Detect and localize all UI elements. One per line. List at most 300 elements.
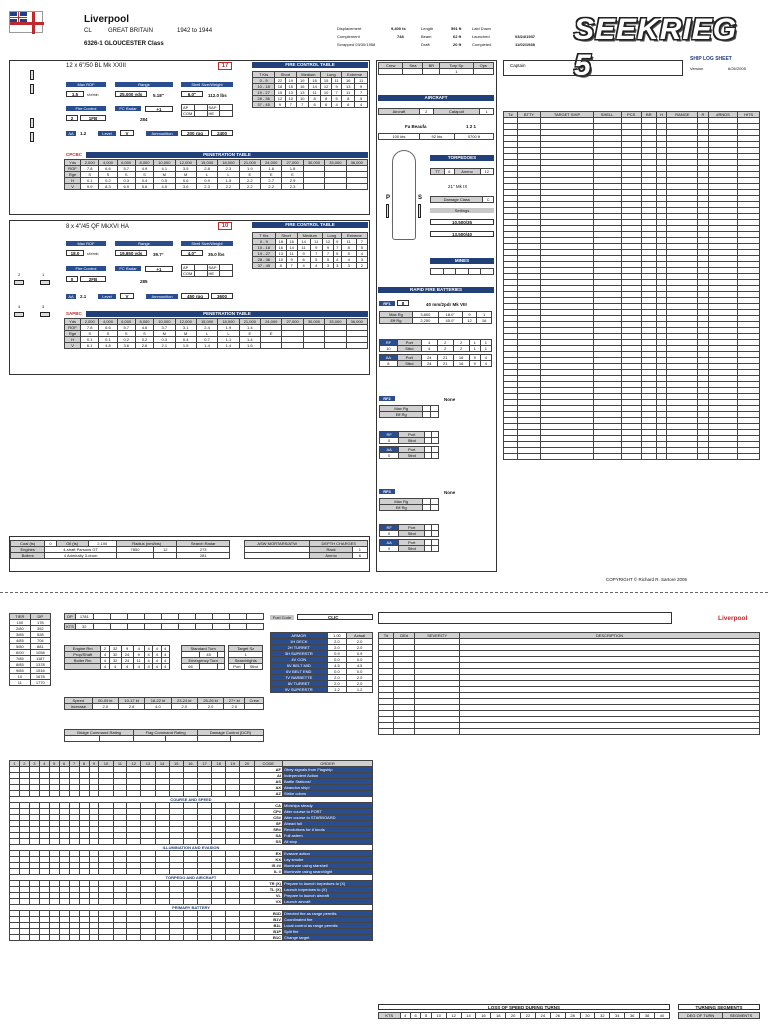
fct-cell: 13 [275, 251, 286, 257]
rf-port-cell: 1 [469, 340, 480, 346]
armor-loc: 4V CON [271, 657, 328, 663]
speed-table [64, 697, 264, 710]
fire-control-table [252, 232, 368, 269]
beam-label: Beam [421, 34, 432, 39]
order-cell [79, 935, 89, 941]
shell-weight: 35.0 lbs [208, 252, 225, 257]
fct-cell: 8 [321, 96, 332, 102]
aa-label: AA [66, 294, 76, 299]
turn-col: 19 [226, 761, 240, 767]
table-row [380, 367, 492, 370]
fct-cell: 10 [275, 257, 286, 263]
order-desc: Independent Action [283, 773, 373, 779]
los-cell: 38 [640, 1013, 655, 1019]
max-range-label: Max Rg [380, 406, 423, 412]
fct-cell: 15 [275, 90, 286, 96]
fire-control-table-title: FIRE CONTROL TABLE [252, 62, 368, 68]
fct-cell: 0 - 9 [253, 239, 276, 245]
speed-col: 27+ kt [224, 698, 245, 704]
maxrof-unit: shr/min [87, 93, 99, 97]
pen-cell: M [154, 331, 175, 337]
torp-setting-1: 10,500/35 [430, 219, 494, 225]
order-section: COURSE AND SPEED [10, 797, 373, 803]
dmg-cell [415, 729, 460, 735]
pen-cell: M [175, 172, 196, 178]
ops-label: Ops [473, 63, 493, 69]
pen-cell: H [65, 337, 81, 343]
order-code: KX [254, 857, 282, 863]
battery1-title: 12 x 6"/50 BL Mk XXIII [66, 63, 126, 69]
sea-label: Sea [403, 63, 423, 69]
pen-yds-cell: 8,000 [135, 319, 153, 325]
pen-cell: 0.3 [154, 337, 175, 343]
fct-cell: 7 [331, 90, 341, 96]
rf2-weapon: None [444, 397, 456, 402]
max-range-elev: 18.0" [438, 312, 462, 318]
table-row [10, 680, 51, 686]
pen-cell: 0.2 [99, 178, 117, 184]
fct-col-header: T Kts [253, 72, 275, 78]
pen-cell: 1.6 [239, 343, 260, 349]
target-size-label: Target Sz [229, 646, 263, 652]
turn-col: 3 [29, 761, 39, 767]
pen-cell: 2.4 [196, 325, 217, 331]
dp-cell: 178 [30, 620, 50, 626]
stbd-label: Stbd [399, 546, 425, 552]
speed-col: 25-26 kt [197, 698, 223, 704]
fct-cell: 3 [356, 257, 367, 263]
oil-label: Oil (ts) [56, 541, 88, 547]
pen-cell: 3.1 [175, 325, 196, 331]
los-cell: 22 [521, 1013, 536, 1019]
crew-label: Crew [379, 63, 403, 69]
pen-cell: E [261, 172, 282, 178]
engines-value: 4-shaft Parsons GT [45, 547, 116, 553]
mount-icon [40, 312, 50, 317]
log-col-header: SHELL [593, 112, 621, 118]
ammunition-label: Ammunition [146, 294, 178, 299]
rf-stbd-cell: 24 [421, 361, 437, 367]
fct-cell: 16 [286, 239, 297, 245]
battery2-title: 8 x 4"/45 QF MkXVI HA [66, 224, 129, 230]
fct-cell: 11 [331, 78, 341, 84]
armor-actual: 2.0 [347, 639, 373, 645]
armor-cell: 2.0 [327, 645, 347, 651]
fct-cell: 10 [285, 96, 296, 102]
tier-cell: 100 [10, 620, 31, 626]
turning-segments-title: TURNING SEGMENTS [678, 1004, 760, 1010]
order-desc: Ahead full [283, 821, 373, 827]
order-section: ILLUMINATION AND EVASION [10, 845, 373, 851]
order-desc: Launch torpedoes to (X) [283, 887, 373, 893]
fct-cell: 0 - 9 [253, 78, 275, 84]
order-desc: Full astern [283, 833, 373, 839]
pen-yds-cell: 27,000 [282, 319, 303, 325]
pen-cell: 2.3 [282, 184, 303, 190]
fct-cell: 7 [355, 90, 368, 96]
order-cell [49, 935, 59, 941]
eng-cell: 4 [153, 652, 161, 658]
log-cell [621, 454, 641, 460]
range-label: Range [115, 241, 173, 246]
aa-value: 2.1 [80, 294, 87, 299]
fct-col-header: Medium [297, 233, 322, 239]
torpedo-tube-icon [386, 204, 389, 218]
order-desc: Obey signals from Flagship [283, 767, 373, 773]
turret-icon [30, 118, 34, 128]
shell-size: 6.0" [181, 91, 203, 97]
armor-loc: 6V BELT END [271, 669, 328, 675]
pen-yds-cell: 15,000 [196, 160, 217, 166]
fct-cell: 18 [275, 84, 286, 90]
command-ratings [64, 729, 264, 742]
aircraft-cruise: 92 kts [419, 134, 454, 140]
torpedo-table [430, 168, 494, 175]
table-row [65, 664, 170, 670]
armor-actual: 2.0 [347, 681, 373, 687]
log-col-header: R [698, 112, 709, 118]
asw-table [244, 540, 368, 559]
dp-label: DP [65, 614, 76, 620]
eng-cell: 4 [153, 658, 161, 664]
mount-labels: 1 [42, 272, 45, 277]
fct-cell: 4 [310, 263, 322, 269]
speed-col: 00-09 kt [92, 698, 118, 704]
dmg-col-header: T# [379, 633, 394, 639]
max-range-a: 9 [462, 312, 477, 318]
dp-cell: 704 [30, 638, 50, 644]
pen-cell [325, 343, 346, 349]
completed-value: 11/02/1938 [515, 42, 535, 47]
eng-cell: 4 [161, 664, 169, 670]
turn-col: 15 [169, 761, 183, 767]
order-code: AI [254, 773, 282, 779]
fct-cell: 4 [297, 263, 310, 269]
rf-label: AA [380, 447, 399, 453]
eng-cell: 4 [153, 664, 161, 670]
turn-col: 10 [99, 761, 113, 767]
pen-cell: 2.2 [239, 178, 260, 184]
mount-icon [40, 280, 50, 285]
fc-radar-bonus: +1 [145, 106, 173, 112]
los-cell: 24 [535, 1013, 550, 1019]
order-cell [19, 935, 29, 941]
pen-cell: 1.4 [196, 343, 217, 349]
pen-cell: S [81, 172, 99, 178]
level-value: V [120, 293, 134, 299]
fire-control-label: Fire Control [66, 266, 106, 271]
fct-col-header: Short [275, 72, 296, 78]
fct-col-header: Medium [296, 72, 321, 78]
range-label: Range [115, 82, 173, 87]
boilers-value: 4 Admiralty 3-drum [45, 553, 116, 559]
com-label: COM [182, 271, 195, 277]
mount-icon [14, 280, 24, 285]
los-cell: 28 [565, 1013, 580, 1019]
los-cell: 20 [506, 1013, 521, 1019]
order-code: AS [254, 779, 282, 785]
table-row [380, 459, 439, 462]
table-row [379, 729, 760, 735]
eff-range-label: Eff Rg [380, 318, 413, 324]
ship-type: CL [84, 28, 92, 34]
pen-yds-cell: 8,000 [135, 160, 153, 166]
dp-cell: 1378 [30, 662, 50, 668]
table-row [65, 704, 264, 710]
table-row [504, 454, 760, 460]
rf-stbd-cell: 1 [469, 346, 480, 352]
tier-label: TIER [10, 614, 31, 620]
fire-control-value: 0 [66, 276, 78, 282]
pen-cell: 6.6 [99, 325, 117, 331]
turn-col: 16 [183, 761, 197, 767]
dmg-col-header: DESCRIPTION [460, 633, 760, 639]
eng-cell: 4 [133, 646, 144, 652]
fct-cell: 8 [341, 245, 356, 251]
eng-label: Boiler Rm [65, 658, 101, 664]
mount-labels: 4 [18, 304, 21, 309]
dp-cell: 352 [30, 626, 50, 632]
maxrof-label: Max ROF [66, 241, 106, 246]
order-code: B1C [254, 935, 282, 941]
pen-cell: M [154, 172, 175, 178]
engines-label: Engines [11, 547, 45, 553]
armor-cell: 0.0 [327, 657, 347, 663]
hull-outline [392, 150, 416, 240]
fct-cell: 11 [297, 245, 310, 251]
dp-cell: 1187 [30, 656, 50, 662]
radius-label: Radius (nmi/kts) [116, 541, 177, 547]
rf-count: 0 [380, 438, 399, 444]
order-code: SR# [254, 827, 282, 833]
dmg-cell [394, 729, 415, 735]
eng-cell: 4 [144, 658, 152, 664]
los-cell: 16 [476, 1013, 491, 1019]
order-desc: Strike colors [283, 791, 373, 797]
pen-cell: 2.2 [261, 184, 282, 190]
order-desc: Midships steady [283, 803, 373, 809]
order-desc: Evasive action [283, 851, 373, 857]
pen-cell: 7.8 [81, 166, 99, 172]
armor-cell: 1.2 [327, 687, 347, 693]
table-row [380, 552, 439, 555]
armor-actual: 0.0 [347, 657, 373, 663]
rf-stbd-cell: 1 [480, 346, 491, 352]
fct-cell: 12 [322, 239, 333, 245]
fct-cell: 18 [275, 239, 286, 245]
catapult-value: 1 [480, 109, 494, 115]
pen-cell: 4.5 [154, 184, 175, 190]
code-label: CODE [254, 761, 282, 767]
dp-label: DP [30, 614, 50, 620]
torpedo-tube-icon [418, 204, 421, 218]
captain-label: Captain [510, 63, 526, 68]
order-code: B1L [254, 923, 282, 929]
target-size-value: 1 [229, 652, 263, 658]
armor-cell: 0.0 [327, 669, 347, 675]
fct-cell: 8 [342, 96, 355, 102]
turn-col: 12 [127, 761, 141, 767]
rf1-count: 8 [397, 300, 409, 306]
order-code: CS# [254, 815, 282, 821]
fct-cell: 6 [308, 102, 320, 108]
order-code: AZ [254, 791, 282, 797]
armor-loc: 3H SUPERSTR [271, 651, 328, 657]
pen-cell: 0.1 [99, 337, 117, 343]
searchlight-port: Port [229, 664, 245, 670]
fct-cell: 13 [342, 84, 355, 90]
pen-cell: ROF [65, 325, 81, 331]
pen-cell: 0.1 [81, 337, 99, 343]
aircraft-value: 2 [419, 109, 433, 115]
torp-ammo-label: Ammo [454, 169, 480, 175]
eng-cell: 32 [109, 652, 121, 658]
fct-cell: 9 [297, 251, 310, 257]
pen-yds-cell: 30,000 [303, 319, 324, 325]
actual-label: Actual [347, 633, 373, 639]
rf-stbd-cell: 4 [421, 346, 437, 352]
rf-label: RF [380, 340, 398, 346]
battery1-id: 17 [218, 62, 232, 70]
coal-value: 0 [45, 541, 56, 547]
speed-col: 18-22 kt [145, 698, 171, 704]
rf-port-cell: 4 [480, 355, 491, 361]
pen-cell: S [117, 331, 135, 337]
log-cell [504, 454, 518, 460]
log-col-header: TARGET SHIP [541, 112, 593, 118]
fct-cell: 11 [342, 90, 355, 96]
tier-cell: 4/85 [10, 638, 31, 644]
beam-value: 62 ft [453, 34, 462, 39]
fct-cell: 12 [275, 96, 286, 102]
sap-label: SAP [207, 265, 220, 271]
tt-label: TT [431, 169, 445, 175]
armor-cell: 2.0 [327, 639, 347, 645]
order-desc: Split fire [283, 929, 373, 935]
range-elev: 39.7° [153, 252, 164, 257]
torp-speed-label: Torp Sp [440, 63, 473, 69]
eng-cell: 11 [133, 658, 144, 664]
los-kts-label: KTS [379, 1013, 401, 1019]
pen-cell: 1.9 [239, 166, 260, 172]
order-cell [212, 935, 226, 941]
turret-icon [30, 84, 34, 94]
fct-col-header: T Kts [253, 233, 276, 239]
rf-label: RF [380, 432, 399, 438]
pen-yds-cell: 21,000 [239, 319, 260, 325]
ammunition-rpg: 450 rpg [181, 293, 209, 299]
ammunition-rpg: 200 rpg [181, 130, 209, 136]
fct-cell: 5 [331, 96, 341, 102]
fire-control-table [252, 71, 368, 108]
rf-count: 0 [380, 546, 399, 552]
dp-cell: 1058 [30, 650, 50, 656]
turret-icon [30, 70, 34, 80]
dmg-cell [460, 729, 760, 735]
displacement-value: 9,400 ts [391, 26, 406, 31]
ammunition-total: 3600 [211, 293, 233, 299]
mount-labels: 2 [18, 272, 21, 277]
fct-cell: 12 [321, 84, 332, 90]
fct-cell: 16 [342, 78, 355, 84]
pen-yds-cell: 18,000 [218, 160, 239, 166]
pen-cell: 0.4 [135, 178, 153, 184]
pen-cell: L [196, 172, 217, 178]
fct-cell: 6 [342, 102, 355, 108]
rf2-range-table [379, 405, 439, 418]
fct-cell: 37 - 45 [253, 102, 275, 108]
pen-yds-cell: 18,000 [218, 319, 239, 325]
dmg-col-header: SEVERITY [415, 633, 460, 639]
fct-cell: 13 [296, 90, 308, 96]
rf-port-cell: 2 [453, 340, 469, 346]
order-code: AX [254, 785, 282, 791]
fct-cell: 5 [355, 96, 368, 102]
pen-cell: 0.2 [117, 337, 135, 343]
order-desc: Launch aircraft [283, 899, 373, 905]
pen-cell: 1.5 [218, 178, 239, 184]
pen-cell [261, 343, 282, 349]
flag-command-label: Flag Command Rating [134, 730, 198, 736]
pen-cell: 4.8 [99, 343, 117, 349]
log-cell [641, 454, 656, 460]
speed-label: Speed [65, 698, 93, 704]
order-section: TORPEDO AND AIRCRAFT [10, 875, 373, 881]
draft-value: 20 ft [453, 42, 462, 47]
standard-turn-label: Standard Turn [182, 646, 225, 652]
order-cell [197, 935, 211, 941]
rf1-range-table [379, 311, 492, 324]
fct-cell: 4 [333, 257, 341, 263]
fct-cell: 16 [296, 84, 308, 90]
fire-control-type: 2FB [80, 276, 106, 282]
aircraft-type: Fa Beaufa [405, 124, 427, 129]
fct-cell: 16 [275, 245, 286, 251]
rf-stbd-cell: 16 [453, 361, 469, 367]
kts-value: 32 [75, 624, 93, 630]
maxrof-value: 18.0 [66, 250, 84, 256]
kts-label: KTS [66, 624, 74, 629]
search-radar-value: 273 [177, 547, 230, 553]
settings-label: Settings [430, 208, 494, 213]
max-range-label: Max Rg [380, 312, 413, 318]
table-row [65, 184, 368, 190]
pen-cell: 2.2 [239, 184, 260, 190]
table-row [253, 263, 368, 269]
table-row [10, 935, 373, 941]
order-code: IL # [254, 869, 282, 875]
port-label: Port [399, 540, 425, 546]
coal-label: Coal (ts) [11, 541, 45, 547]
aircraft-table [378, 108, 494, 115]
aircraft-vals: 1 2 1 [466, 124, 477, 129]
maxrof-label: Max ROF [66, 82, 106, 87]
pen-yds-cell: 10,000 [154, 160, 175, 166]
turn-col: 9 [89, 761, 99, 767]
stbd-label: Stbd [399, 531, 425, 537]
emergency-turn-label: Emergency Turn [182, 658, 225, 664]
fct-cell: 9 [322, 245, 333, 251]
level-label: Level [98, 131, 116, 136]
speed-cell: 2.0 [171, 704, 197, 710]
pen-cell: 0.6 [175, 178, 196, 184]
fct-cell: 19 [296, 78, 308, 84]
crew-state-table [378, 62, 494, 75]
rf-label: RF [380, 525, 399, 531]
los-cell: 10 [431, 1013, 446, 1019]
fire-control-label: Fire Control [66, 106, 106, 111]
port-label: Port [399, 432, 425, 438]
